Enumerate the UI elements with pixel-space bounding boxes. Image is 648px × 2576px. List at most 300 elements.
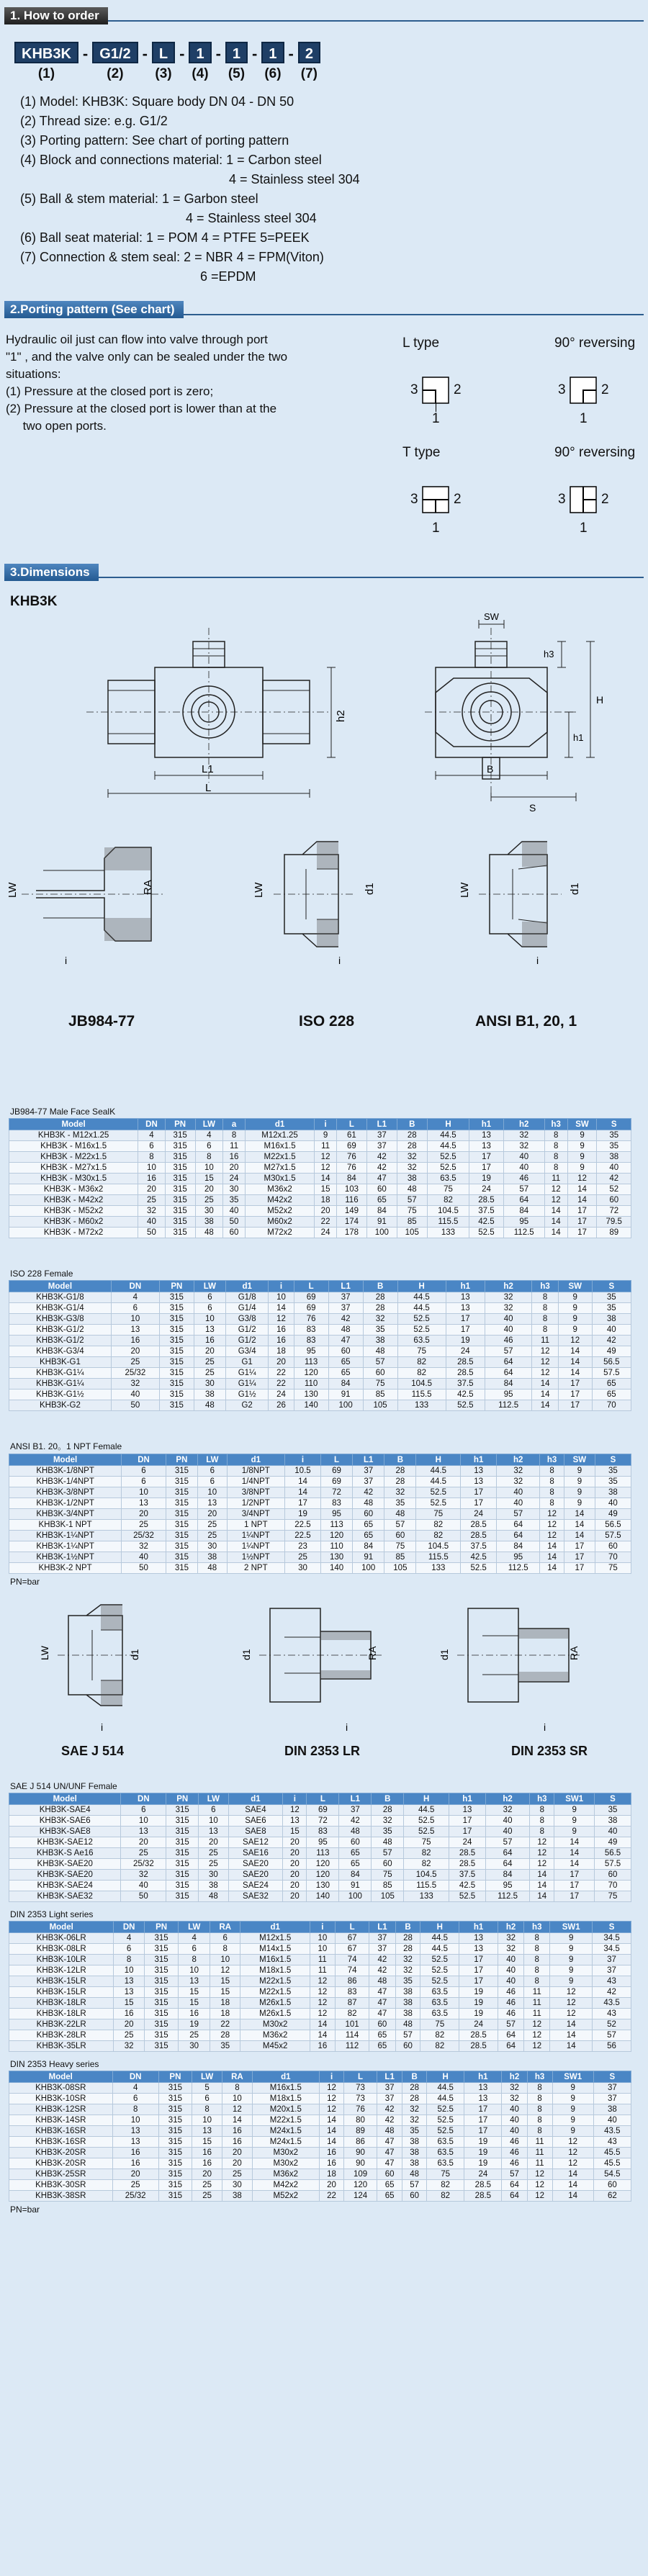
- table-cell: 12: [567, 1174, 597, 1184]
- column-header: SW1: [552, 2071, 593, 2083]
- table-cell: 9: [564, 1498, 595, 1509]
- legend-line: 6 =EPDM: [200, 269, 256, 284]
- table-cell: 315: [158, 2083, 192, 2094]
- table-cell: 95: [294, 1346, 328, 1357]
- table-cell: 40: [121, 1881, 166, 1891]
- table-cell: 75: [427, 1184, 469, 1195]
- table-cell: 9: [552, 2083, 593, 2094]
- column-header: B: [363, 1281, 397, 1292]
- table-cell: 315: [166, 1848, 199, 1859]
- port-3-label: 3: [558, 382, 566, 397]
- dim-h3: h3: [544, 649, 554, 659]
- table-cell: 100: [366, 1228, 397, 1238]
- table-cell: KHB3K-16SR: [9, 2137, 113, 2148]
- column-header: B: [402, 2071, 427, 2083]
- dim-i: i: [65, 955, 68, 966]
- table-cell: 315: [159, 1379, 194, 1390]
- table-cell: 32: [122, 1541, 166, 1552]
- table-cell: KHB3K-22LR: [9, 2019, 114, 2030]
- caption-din-lr: DIN 2353 LR: [284, 1744, 361, 1758]
- table-cell: 20: [195, 1184, 223, 1195]
- table-cell: 8: [530, 1816, 554, 1827]
- table-cell: 315: [166, 1466, 197, 1477]
- table-cell: KHB3K-10LR: [9, 1955, 114, 1965]
- table-cell: 13: [192, 2126, 222, 2137]
- table-cell: 32: [498, 1933, 524, 1944]
- table-cell: 13: [446, 1292, 485, 1303]
- table-cell: 46: [485, 1336, 531, 1346]
- table-cell: 22: [210, 2019, 240, 2030]
- table-cell: 67: [335, 1944, 369, 1955]
- table-cell: 48: [377, 2126, 402, 2137]
- table-cell: 35: [384, 1498, 416, 1509]
- table-cell: 63.5: [420, 1987, 459, 1998]
- table-cell: 8: [527, 2115, 552, 2126]
- pn-note: PN=bar: [10, 1577, 40, 1587]
- table-cell: 113: [294, 1357, 328, 1368]
- table-cell: 20: [320, 2180, 344, 2191]
- table-cell: 65: [592, 1379, 631, 1390]
- column-header: PN: [166, 1454, 197, 1466]
- column-header: h3: [532, 1281, 559, 1292]
- caption-jb984: JB984-77: [68, 1013, 135, 1030]
- table-cell: 28.5: [459, 2030, 498, 2041]
- table-cell: M22x1.5: [240, 1987, 310, 1998]
- column-header: L1: [339, 1793, 372, 1805]
- table-cell: G1½: [225, 1390, 268, 1400]
- table-cell: KHB3K-SAE32: [9, 1891, 121, 1902]
- table-cell: 84: [328, 1379, 363, 1390]
- table-cell: 14: [550, 2041, 593, 2052]
- table-cell: M30x2: [252, 2148, 320, 2158]
- table-cell: 24: [315, 1228, 337, 1238]
- dim-ra: RA: [366, 1646, 378, 1660]
- l-type-reversing-valve-icon: [554, 335, 641, 443]
- table-cell: 8: [540, 1466, 564, 1477]
- column-header: Model: [9, 1793, 121, 1805]
- table-cell: 315: [159, 1314, 194, 1325]
- table-cell: 315: [144, 2041, 178, 2052]
- column-header: h3: [540, 1454, 564, 1466]
- table-cell: 42: [592, 1336, 631, 1346]
- table-cell: 315: [166, 1859, 199, 1870]
- table-cell: 64: [502, 2191, 527, 2202]
- table-cell: 20: [138, 1184, 165, 1195]
- table-cell: 46: [502, 2137, 527, 2148]
- caption-ansi: ANSI B1, 20, 1: [475, 1013, 577, 1030]
- table-cell: 28: [395, 1933, 420, 1944]
- table-cell: 12: [550, 1998, 593, 2009]
- table-cell: 12: [530, 1859, 554, 1870]
- table-cell: M52x2: [252, 2191, 320, 2202]
- column-header: h1: [446, 1281, 485, 1292]
- table-cell: 25: [114, 2030, 144, 2041]
- table-cell: KHB3K-18LR: [9, 2009, 114, 2019]
- table-cell: 315: [158, 2148, 192, 2158]
- table-cell: M24x1.5: [252, 2126, 320, 2137]
- table-cell: 56.5: [592, 1357, 631, 1368]
- table-cell: 1¼NPT: [227, 1541, 284, 1552]
- table-cell: 8: [532, 1325, 559, 1336]
- table-cell: 315: [165, 1174, 195, 1184]
- table-cell: 32: [485, 1292, 531, 1303]
- table-cell: 10: [112, 2115, 158, 2126]
- column-header: PN: [166, 1793, 199, 1805]
- table-cell: 12: [210, 1965, 240, 1976]
- table-cell: 9: [564, 1466, 595, 1477]
- table-row: [9, 1379, 631, 1390]
- table-cell: 32: [502, 2094, 527, 2104]
- table-cell: M36x2: [252, 2169, 320, 2180]
- column-header: L1: [353, 1454, 384, 1466]
- table-cell: 38: [592, 1314, 631, 1325]
- table-cell: 75: [595, 1563, 631, 1574]
- table-cell: 315: [166, 1487, 197, 1498]
- table-cell: KHB3K-G1/2: [9, 1325, 112, 1336]
- table-cell: 64: [503, 1195, 544, 1206]
- table-cell: 38: [199, 1881, 228, 1891]
- table-cell: 74: [335, 1955, 369, 1965]
- table-cell: 11: [310, 1965, 335, 1976]
- table-cell: 40: [502, 2115, 527, 2126]
- table-cell: 32: [485, 1805, 529, 1816]
- table-cell: 57: [497, 1509, 540, 1520]
- table-cell: 11: [527, 2148, 552, 2158]
- table-cell: 64: [485, 1357, 531, 1368]
- porting-description: [6, 331, 315, 435]
- table-caption: SAE J 514 UN/UNF Female: [10, 1781, 117, 1791]
- table-cell: 25/32: [111, 1368, 159, 1379]
- table-row: [9, 1314, 631, 1325]
- table-cell: 315: [165, 1206, 195, 1217]
- table-cell: 57: [593, 2030, 631, 2041]
- table-cell: 8: [527, 2094, 552, 2104]
- table-row: [9, 1303, 631, 1314]
- table-row: [9, 2158, 631, 2169]
- table-cell: 112.5: [485, 1891, 529, 1902]
- table-cell: 315: [158, 2158, 192, 2169]
- t-type-label: T type: [402, 445, 441, 460]
- table-cell: 20: [198, 1509, 228, 1520]
- column-header: S: [595, 1793, 631, 1805]
- table-cell: 52.5: [420, 1965, 459, 1976]
- table-cell: 82: [397, 1357, 446, 1368]
- table-cell: 25: [138, 1195, 165, 1206]
- table-cell: 315: [158, 2169, 192, 2180]
- table-cell: 28: [397, 1141, 427, 1152]
- column-header: PN: [165, 1119, 195, 1130]
- table-cell: 15: [179, 1987, 210, 1998]
- table-cell: 315: [166, 1837, 199, 1848]
- table-cell: 20: [283, 1848, 307, 1859]
- port-2-label: 2: [601, 382, 609, 397]
- table-cell: 13: [459, 1944, 498, 1955]
- table-cell: 64: [498, 2030, 524, 2041]
- table-cell: 69: [307, 1805, 339, 1816]
- table-cell: 17: [558, 1400, 592, 1411]
- table-cell: 38: [395, 1998, 420, 2009]
- table-cell: 110: [320, 1541, 352, 1552]
- table-cell: 20: [194, 1346, 225, 1357]
- table-cell: 40: [485, 1325, 531, 1336]
- column-header: h1: [464, 2071, 502, 2083]
- table-cell: 14: [552, 2169, 593, 2180]
- table-cell: 50: [121, 1891, 166, 1902]
- column-header: h2: [503, 1119, 544, 1130]
- legend-line: 4 = Stainless steel 304: [229, 172, 360, 186]
- table-cell: 57: [485, 1837, 529, 1848]
- table-cell: 6: [111, 1303, 159, 1314]
- column-header: h2: [498, 1922, 524, 1933]
- table-cell: M22x1.5: [240, 1976, 310, 1987]
- table-cell: 6: [198, 1466, 228, 1477]
- table-cell: 90: [344, 2148, 377, 2158]
- table-cell: 13: [469, 1141, 503, 1152]
- table-cell: 28: [402, 2083, 427, 2094]
- table-cell: 1¼NPT: [227, 1531, 284, 1541]
- column-header: i: [310, 1922, 335, 1933]
- table-cell: 75: [372, 1870, 404, 1881]
- table-cell: 85: [397, 1217, 427, 1228]
- table-row: [9, 1976, 631, 1987]
- table-cell: 83: [307, 1827, 339, 1837]
- table-cell: 65: [328, 1357, 363, 1368]
- table-cell: 13: [112, 2137, 158, 2148]
- table-cell: 19: [284, 1509, 320, 1520]
- table-cell: 130: [294, 1390, 328, 1400]
- table-cell: 25: [199, 1848, 228, 1859]
- table-cell: 10: [111, 1314, 159, 1325]
- table-cell: 4: [112, 2083, 158, 2094]
- table-cell: 84: [339, 1870, 372, 1881]
- table-cell: 12: [540, 1509, 564, 1520]
- table-cell: 19: [459, 1987, 498, 1998]
- table-cell: G2: [225, 1400, 268, 1411]
- table-cell: 40: [597, 1163, 631, 1174]
- table-cell: 85: [372, 1881, 404, 1891]
- table-cell: 315: [165, 1228, 195, 1238]
- column-header: d1: [228, 1793, 283, 1805]
- table-cell: 20: [283, 1859, 307, 1870]
- table-cell: 72: [320, 1487, 352, 1498]
- table-cell: 57.5: [595, 1859, 631, 1870]
- legend-line: (6) Ball seat material: 1 = POM 4 = PTFE 5=PEEK: [20, 230, 310, 245]
- table-cell: 1/8NPT: [227, 1466, 284, 1477]
- table-cell: 48: [194, 1400, 225, 1411]
- table-cell: 73: [344, 2083, 377, 2094]
- table-cell: 13: [194, 1325, 225, 1336]
- table-cell: KHB3K-08SR: [9, 2083, 113, 2094]
- table-cell: 52.5: [397, 1325, 446, 1336]
- table-cell: 37.5: [461, 1541, 497, 1552]
- table-cell: M22x1.5: [245, 1152, 314, 1163]
- table-row: [9, 1552, 631, 1563]
- column-header: i: [315, 1119, 337, 1130]
- table-cell: 65: [592, 1390, 631, 1400]
- table-cell: 1/2NPT: [227, 1498, 284, 1509]
- table-cell: 8: [527, 2083, 552, 2094]
- table-cell: 60: [372, 1859, 404, 1870]
- table-cell: 75: [363, 1379, 397, 1390]
- order-code: KHB3K (1) - G1/2 (2) - L (3) - 1 (4) - 1 (5) - 1 (6) - 2 (7): [14, 42, 648, 82]
- reversing-label: 90° reversing: [554, 445, 636, 460]
- column-header: H: [420, 1922, 459, 1933]
- table-row: [9, 2041, 631, 2052]
- table-cell: 44.5: [427, 1141, 469, 1152]
- table-cell: 42: [366, 1152, 397, 1163]
- table-cell: 82: [335, 2009, 369, 2019]
- table-cell: 16: [179, 2009, 210, 2019]
- table-cell: 90: [344, 2158, 377, 2169]
- table-cell: 12: [530, 1837, 554, 1848]
- table-cell: 11: [532, 1336, 559, 1346]
- table-cell: 8: [138, 1152, 165, 1163]
- column-header: Model: [9, 1922, 114, 1933]
- table-row: [9, 1217, 631, 1228]
- table-cell: KHB3K - M52x2: [9, 1206, 138, 1217]
- table-cell: 112: [335, 2041, 369, 2052]
- table-cell: 17: [459, 1955, 498, 1965]
- table-cell: M14x1.5: [240, 1944, 310, 1955]
- table-cell: 56.5: [595, 1520, 631, 1531]
- table-row: [9, 1965, 631, 1976]
- table-cell: 63.5: [420, 1998, 459, 2009]
- table-cell: 14: [544, 1228, 567, 1238]
- table-cell: 69: [294, 1292, 328, 1303]
- table-cell: 37: [353, 1477, 384, 1487]
- table-cell: 69: [320, 1466, 352, 1477]
- table-cell: SAE4: [228, 1805, 283, 1816]
- table-cell: 14: [315, 1174, 337, 1184]
- table-cell: 315: [158, 2094, 192, 2104]
- table-cell: M27x1.5: [245, 1163, 314, 1174]
- column-header: d1: [245, 1119, 314, 1130]
- table-cell: M42x2: [252, 2180, 320, 2191]
- table-cell: 12: [320, 2094, 344, 2104]
- table-cell: 14: [222, 2115, 252, 2126]
- table-cell: 315: [144, 2019, 178, 2030]
- table-cell: 42: [339, 1816, 372, 1827]
- table-cell: 10: [122, 1487, 166, 1498]
- table-cell: 112.5: [503, 1228, 544, 1238]
- table-cell: M42x2: [245, 1195, 314, 1206]
- table-cell: 100: [353, 1563, 384, 1574]
- table-cell: 64: [485, 1848, 529, 1859]
- table-cell: KHB3K-08LR: [9, 1944, 114, 1955]
- column-header: h3: [524, 1922, 550, 1933]
- dim-i: i: [338, 955, 341, 966]
- table-cell: 42.5: [446, 1390, 485, 1400]
- table-cell: 18: [210, 1998, 240, 2009]
- table-cell: 65: [369, 2030, 395, 2041]
- table-row: [9, 2137, 631, 2148]
- table-cell: 37: [593, 1965, 631, 1976]
- table-cell: 75: [397, 1346, 446, 1357]
- table-cell: 40: [122, 1552, 166, 1563]
- table-cell: 37: [353, 1466, 384, 1477]
- table-cell: 52.5: [420, 1976, 459, 1987]
- table-cell: 46: [498, 2009, 524, 2019]
- column-header: L: [307, 1793, 339, 1805]
- table-cell: 19: [459, 1998, 498, 2009]
- table-cell: 10: [310, 1944, 335, 1955]
- table-cell: 315: [165, 1184, 195, 1195]
- table-cell: 6: [138, 1141, 165, 1152]
- t-type-reversing-symbol: [554, 445, 648, 553]
- table-cell: 20: [112, 2169, 158, 2180]
- table-cell: 22: [269, 1368, 294, 1379]
- table-cell: 82: [427, 2180, 464, 2191]
- t-type-reversing-valve-icon: [554, 445, 641, 553]
- table-cell: 42: [593, 1987, 631, 1998]
- table-cell: 12: [550, 1987, 593, 1998]
- table-cell: 49: [595, 1509, 631, 1520]
- table-cell: 38: [597, 1152, 631, 1163]
- table-row: [9, 2115, 631, 2126]
- table-cell: M30x1.5: [245, 1174, 314, 1184]
- table-cell: 24: [449, 1837, 486, 1848]
- table-cell: 86: [335, 1976, 369, 1987]
- table-cell: 315: [166, 1805, 199, 1816]
- table-cell: 47: [377, 2148, 402, 2158]
- table-cell: 130: [320, 1552, 352, 1563]
- dimensions-model: KHB3K: [10, 594, 58, 609]
- table-cell: 57: [402, 2180, 427, 2191]
- table-cell: 47: [369, 1987, 395, 1998]
- table-cell: 10: [269, 1292, 294, 1303]
- table-cell: 28: [402, 2094, 427, 2104]
- dim-h1: h1: [573, 732, 584, 743]
- table-cell: 315: [165, 1217, 195, 1228]
- table-cell: 24: [269, 1390, 294, 1400]
- table-cell: 8: [223, 1130, 246, 1141]
- table-cell: 10: [121, 1816, 166, 1827]
- table-cell: M30x2: [252, 2158, 320, 2169]
- table-cell: 32: [402, 2115, 427, 2126]
- table-cell: 70: [595, 1881, 631, 1891]
- table-cell: 40: [592, 1325, 631, 1336]
- table-cell: 9: [552, 2115, 593, 2126]
- code-part-block: 1: [189, 42, 211, 63]
- table-cell: 12: [222, 2104, 252, 2115]
- table-cell: 28: [384, 1477, 416, 1487]
- reversing-label: 90° reversing: [554, 335, 636, 351]
- table-cell: 315: [166, 1509, 197, 1520]
- table-cell: 26: [269, 1400, 294, 1411]
- table-cell: 14: [567, 1184, 597, 1195]
- table-cell: 133: [416, 1563, 461, 1574]
- table-cell: 57.5: [595, 1531, 631, 1541]
- table-cell: 13: [461, 1477, 497, 1487]
- table-cell: 315: [144, 1933, 178, 1944]
- table-cell: 6: [199, 1805, 228, 1816]
- table-row: [9, 1487, 631, 1498]
- legend-line: (2) Thread size: e.g. G1/2: [20, 114, 168, 128]
- table-cell: M30x2: [240, 2019, 310, 2030]
- table-cell: 44.5: [404, 1805, 449, 1816]
- code-num: (7): [300, 66, 318, 81]
- column-header: DN: [111, 1281, 159, 1292]
- table-cell: 12: [310, 1976, 335, 1987]
- column-header: B: [372, 1793, 404, 1805]
- table-cell: 315: [144, 2009, 178, 2019]
- table-cell: 8: [527, 2126, 552, 2137]
- table-cell: 19: [464, 2148, 502, 2158]
- table-cell: 8: [544, 1130, 567, 1141]
- table-row: [9, 1563, 631, 1574]
- table-cell: 25: [192, 2191, 222, 2202]
- table-cell: 120: [344, 2180, 377, 2191]
